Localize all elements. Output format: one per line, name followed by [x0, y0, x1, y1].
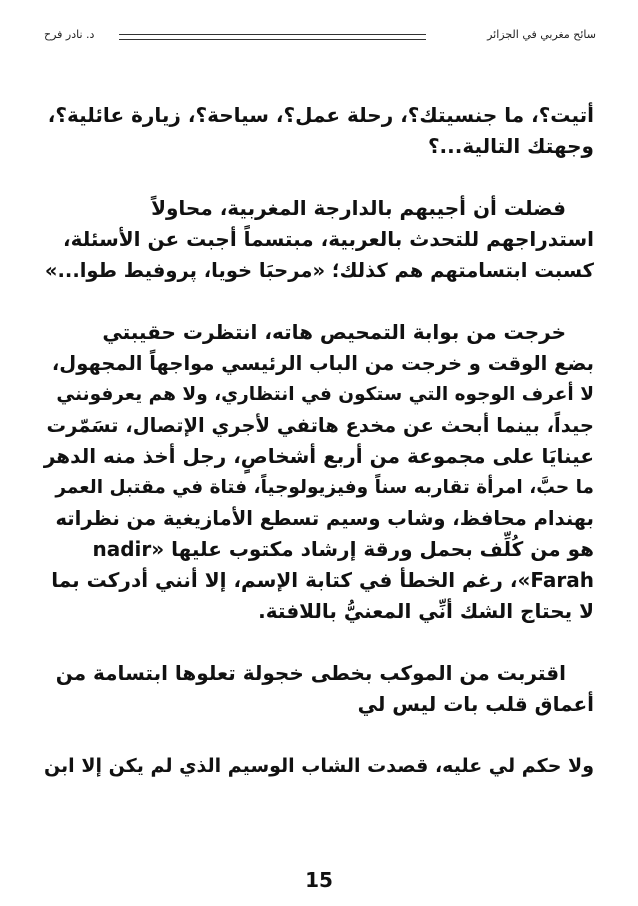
text-line: وجهتك التالية...؟	[427, 134, 594, 158]
text-line: ولا حكم لي عليه، قصدت الشاب الوسيم الذي لم يكن إلا ابن	[43, 755, 594, 777]
text-line: فضلت أن أجيبهم بالدارجة المغربية، محاولاً	[151, 196, 566, 220]
paragraph-arrival	[44, 317, 594, 627]
paragraph-darija-reply	[44, 193, 594, 286]
text-line: اقتربت من الموكب بخطى خجولة تعلوها ابتسامة من	[55, 661, 566, 685]
text-line: عينايَا على مجموعة من أربع أشخاصٍ، رجل أخذ منه الدهر	[43, 444, 594, 468]
text-line: هو من كُلِّف بحمل ورقة إرشاد مكتوب عليها «nadir	[92, 537, 594, 561]
text-line: خرجت من بوابة التمحيص هاته، انتظرت حقيبتي	[102, 320, 566, 344]
text-line: أعماق قلب بات ليس لي	[357, 692, 594, 716]
text-line: لا يحتاج الشك أنِّي المعنيُّ باللافتة.	[258, 599, 594, 623]
header-book-title: سائح مغربي في الجزائر	[487, 28, 596, 41]
paragraph-approach	[44, 658, 594, 720]
text-line: كسبت ابتسامتهم هم كذلك؛ «مرحبَا خويا، پروفيط طوا...»	[44, 259, 594, 282]
text-line: أتيت؟، ما جنسيتك؟، رحلة عمل؟، سياحة؟، زيارة عائلية؟،	[47, 103, 594, 127]
paragraph-questions	[44, 100, 594, 162]
header-author: د. نادر فرح	[44, 28, 95, 41]
page-number: 15	[305, 868, 333, 892]
text-line: استدراجهم للتحدث بالعربية، مبتسماً أجبت عن الأسئلة،	[63, 227, 594, 251]
text-line: ما حبَّ، امرأة تقاربه سناً وفيزيولوجياً، فتاة في مقتبل العمر	[55, 477, 594, 498]
body-text	[44, 100, 594, 782]
paragraph-last	[44, 751, 594, 782]
text-line: بهندام محافظ، وشاب وسيم تسطع الأمازيغية من نظراته	[55, 507, 594, 530]
running-header	[44, 28, 596, 48]
text-line: Farah»، رغم الخطأ في كتابة الإسم، إلا أنني أدركت بما	[51, 568, 594, 592]
text-line: بضع الوقت و خرجت من الباب الرئيسي مواجهاً المجهول،	[51, 352, 594, 375]
text-line: جيداً، بينما أبحث عن مخدع هاتفي لأجري الإتصال، تسَمّرت	[46, 414, 594, 437]
header-double-rule	[119, 34, 426, 40]
text-line: لا أعرف الوجوه التي ستكون في انتظاري، ولا هم يعرفونني	[56, 384, 594, 405]
